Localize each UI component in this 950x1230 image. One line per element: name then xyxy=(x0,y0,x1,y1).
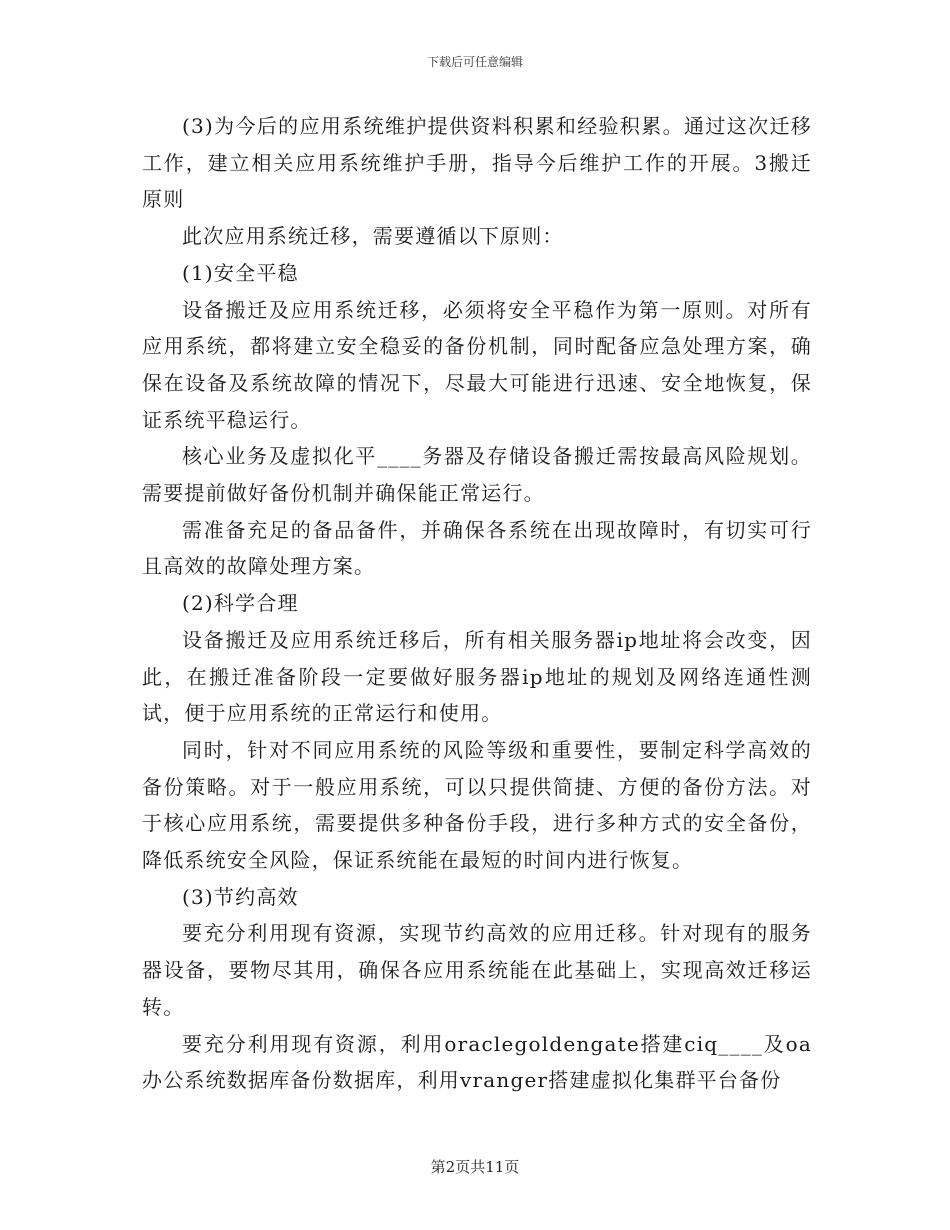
document-body xyxy=(142,108,812,1099)
section-heading: (2)科学合理 xyxy=(182,591,299,616)
page-number: 第2页共11页 xyxy=(430,1158,520,1176)
page-header: 下载后可任意编辑 xyxy=(426,55,523,69)
paragraph: 同时，针对不同应用系统的风险等级和重要性，要制定科学高效的备份策略。对于一般应用系统，可以只提供简捷、方便的备份方法。对于核心应用系统，需要提供多种备份手段，进行多种方式的安全备份，降低系统安全风险，保证系统能在最短的时间内进行恢复。 xyxy=(142,737,812,873)
paragraph: 此次应用系统迁移，需要遵循以下原则： xyxy=(182,224,564,249)
paragraph: 要充分利用现有资源，利用oraclegoldengate搭建ciq____及oa办公系统数据库备份数据库，利用vranger搭建虚拟化集群平台备份 xyxy=(142,1031,812,1093)
section-heading: (3)节约高效 xyxy=(182,884,299,909)
section-heading: (1)安全平稳 xyxy=(182,260,299,285)
paragraph: 核心业务及虚拟化平____务器及存储设备搬迁需按最高风险规划。需要提前做好备份机制并确保能正常运行。 xyxy=(142,444,812,506)
paragraph: 设备搬迁及应用系统迁移后，所有相关服务器ip地址将会改变，因此，在搬迁准备阶段一定要做好服务器ip地址的规划及网络连通性测试，便于应用系统的正常运行和使用。 xyxy=(142,627,812,726)
paragraph: 需准备充足的备品备件，并确保各系统在出现故障时，有切实可行且高效的故障处理方案。 xyxy=(142,517,812,579)
paragraph: (3)为今后的应用系统维护提供资料积累和经验积累。通过这次迁移工作，建立相关应用系统维护手册，指导今后维护工作的开展。3搬迁原则 xyxy=(142,114,812,212)
paragraph: 要充分利用现有资源，实现节约高效的应用迁移。针对现有的服务器设备，要物尽其用，确保各应用系统能在此基础上，实现高效迁移运转。 xyxy=(142,921,812,1019)
paragraph: 设备搬迁及应用系统迁移，必须将安全平稳作为第一原则。对所有应用系统，都将建立安全稳妥的备份机制，同时配备应急处理方案，确保在设备及系统故障的情况下，尽最大可能进行迅速、安全地恢复，保证系统平稳运行。 xyxy=(142,297,812,432)
